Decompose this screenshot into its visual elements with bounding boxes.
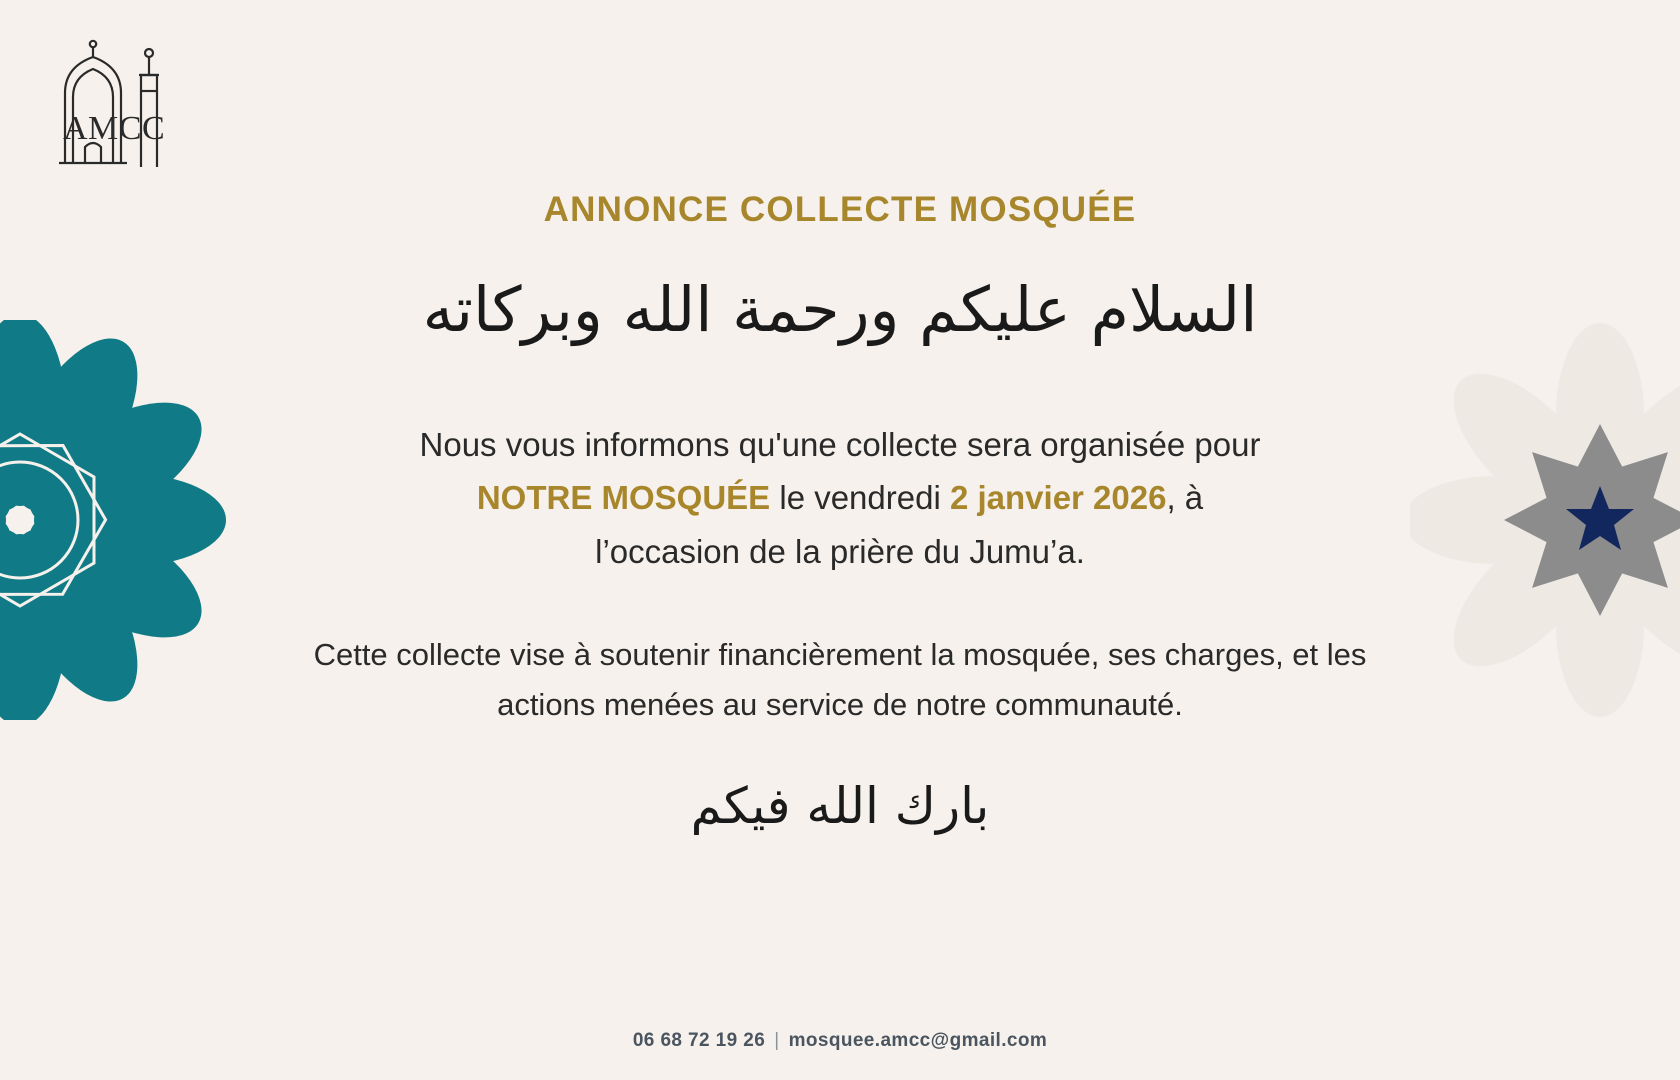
footer-separator: | [774,1030,780,1051]
footer-contact [0,1030,1680,1052]
collection-date: 2 janvier 2026 [949,479,1167,517]
amcc-logo [45,35,205,175]
announcement-line2-end: , à [1166,479,1204,517]
svg-text:AMCC: AMCC [63,110,166,147]
footer-email[interactable]: mosquee.amcc@gmail.com [788,1030,1048,1051]
arabic-closing: بارك الله فيكم [690,777,990,836]
poster-title: ANNONCE COLLECTE MOSQUÉE [543,190,1137,229]
footer-phone[interactable]: 06 68 72 19 26 [632,1030,766,1051]
announcement-paragraph [280,418,1400,578]
decorative-rosette-right [1410,320,1680,720]
announcement-line2-mid: le vendredi [770,479,950,517]
poster-content [250,0,1430,835]
arabic-greeting: السلام عليكم ورحمة الله وبركاته [422,273,1258,346]
announcement-line1: Nous vous informons qu'une collecte sera organisée pour [419,425,1261,463]
announcement-line3: l’occasion de la prière du Jumu’a. [595,532,1085,570]
mosque-highlight: NOTRE MOSQUÉE [476,479,771,517]
purpose-paragraph: Cette collecte vise à soutenir financièrement la mosquée, ses charges, et les actions menées au service de notre communauté. [313,637,1367,722]
decorative-rosette-left [0,320,240,720]
